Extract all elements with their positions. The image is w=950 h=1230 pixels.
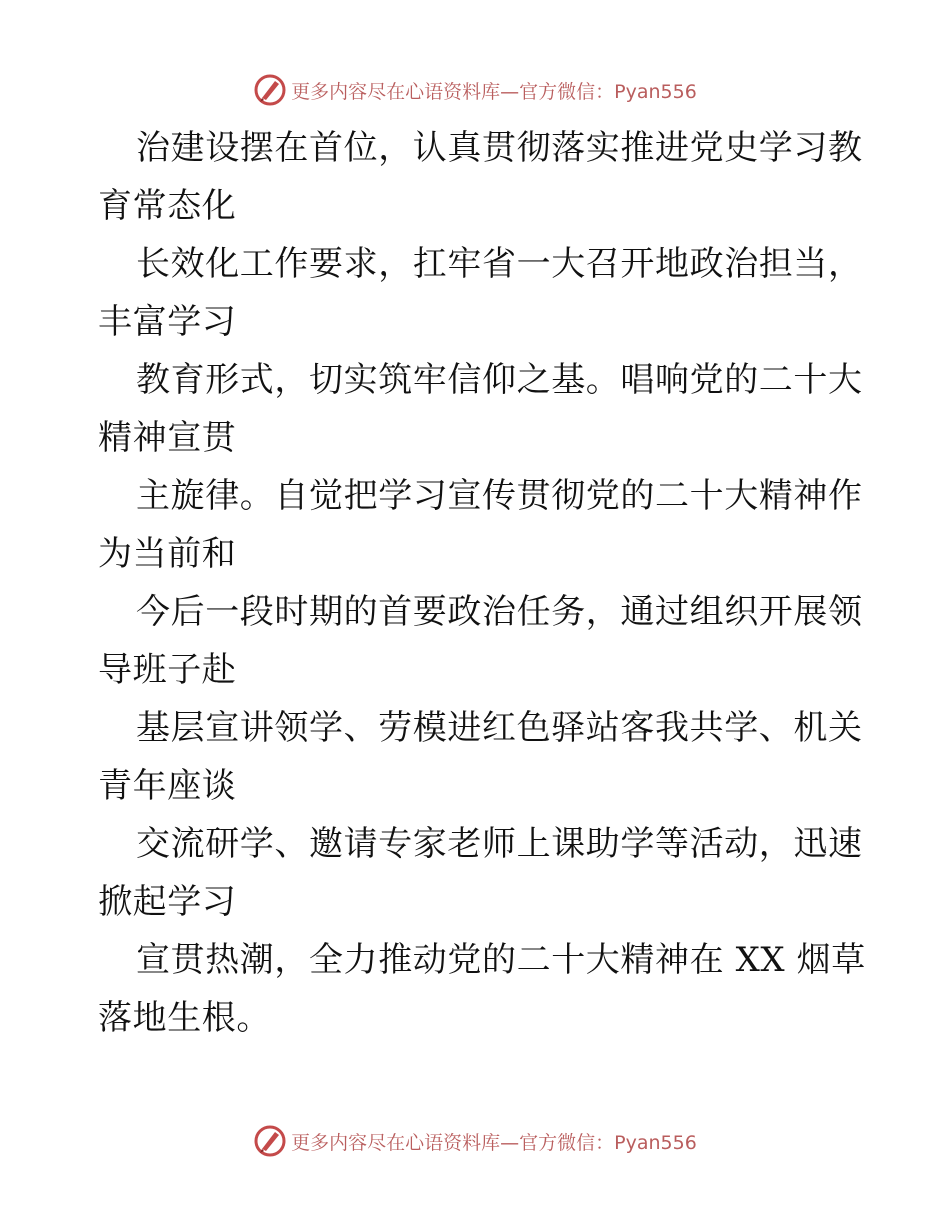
body-line: 为当前和	[98, 534, 237, 574]
quill-logo-icon	[253, 1124, 287, 1158]
body-line: 主旋律。自觉把学习宣传贯彻党的二十大精神作	[136, 476, 863, 516]
body-line: 青年座谈	[98, 766, 237, 806]
body-line: 教育形式，切实筑牢信仰之基。唱响党的二十大	[136, 360, 863, 400]
body-line: 基层宣讲领学、劳模进红色驿站客我共学、机关	[136, 708, 863, 748]
body-line: 丰富学习	[98, 302, 237, 342]
footer-watermark	[0, 1121, 950, 1161]
body-line: 今后一段时期的首要政治任务，通过组织开展领	[136, 592, 863, 632]
watermark-text: 更多内容尽在心语资料库—官方微信：Pyan556	[291, 80, 697, 103]
quill-logo-icon	[253, 73, 287, 107]
body-line: 育常态化	[98, 186, 237, 226]
body-line: 长效化工作要求，扛牢省一大召开地政治担当，	[136, 244, 863, 284]
header-watermark	[0, 70, 950, 110]
body-line: 治建设摆在首位，认真贯彻落实推进党史学习教	[136, 128, 863, 168]
body-line: 宣贯热潮，全力推动党的二十大精神在 XX 烟草	[136, 940, 866, 980]
watermark-text: 更多内容尽在心语资料库—官方微信：Pyan556	[291, 1131, 697, 1154]
body-line: 导班子赴	[98, 650, 237, 690]
body-line: 精神宣贯	[98, 418, 237, 458]
body-line: 落地生根。	[98, 998, 271, 1038]
body-line: 交流研学、邀请专家老师上课助学等活动，迅速	[136, 824, 863, 864]
body-line: 掀起学习	[98, 882, 237, 922]
